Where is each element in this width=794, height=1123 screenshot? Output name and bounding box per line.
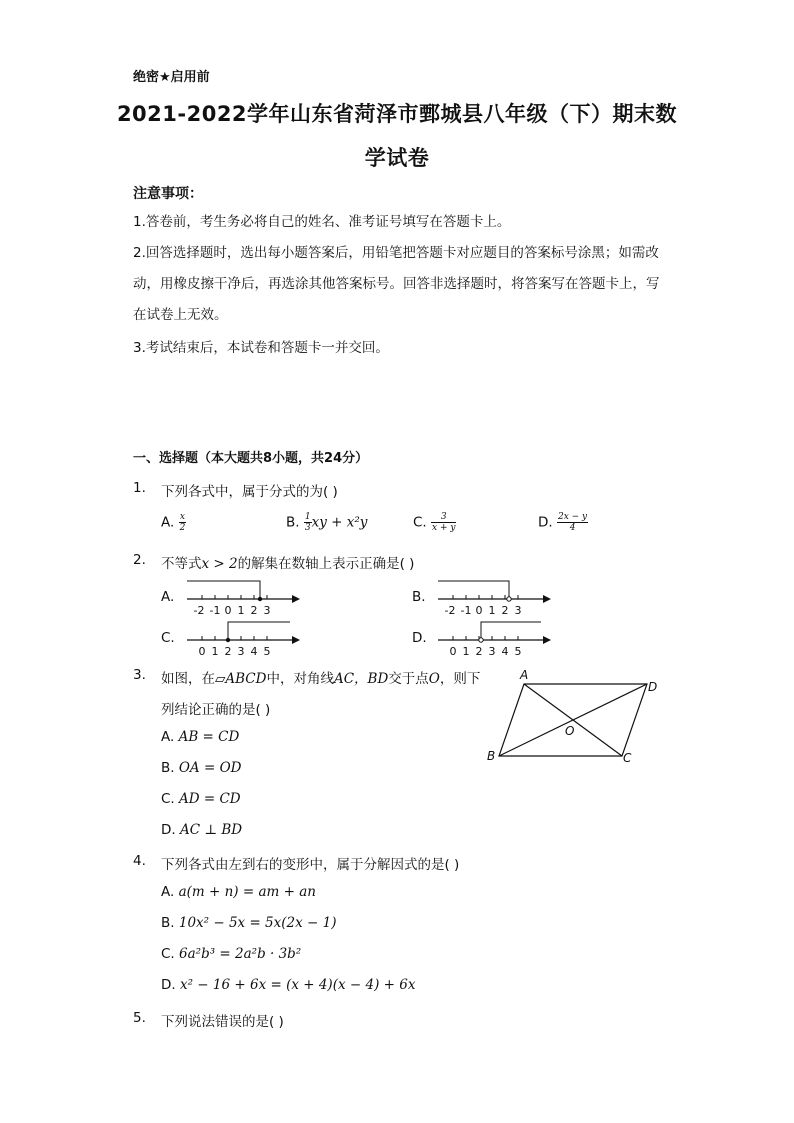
open-point <box>507 597 511 601</box>
question-text: 下列说法错误的是( ) <box>161 1014 284 1030</box>
vertex-label-c: C <box>623 751 632 765</box>
question-number: 4. <box>133 853 146 869</box>
q1-option-c[interactable] <box>413 512 456 533</box>
svg-text:1: 1 <box>488 604 496 617</box>
q4-option-a[interactable]: A. a(m + n) = am + an <box>161 884 316 900</box>
svg-text:2: 2 <box>475 645 483 658</box>
solid-point <box>226 638 230 642</box>
note-item-3: 3.考试结束后，本试卷和答题卡一并交回。 <box>133 340 389 356</box>
question-text-line2: 列结论正确的是( ) <box>161 702 271 718</box>
question-number: 3. <box>133 667 146 683</box>
notes-heading: 注意事项： <box>133 186 203 202</box>
fraction: $\frac{2x - y}{4}$ <box>557 512 588 533</box>
solid-point <box>258 597 262 601</box>
q4-option-d[interactable]: D. x² − 16 + 6x = (x + 4)(x − 4) + 6x <box>161 977 416 993</box>
vertex-label-d: D <box>648 680 658 694</box>
exam-title-line1: 2021-2022学年山东省菏泽市鄄城县八年级（下）期末数 <box>116 102 678 126</box>
confidential-label: 绝密★启用前 <box>133 70 210 85</box>
number-line-d[interactable] <box>433 617 557 659</box>
svg-text:3: 3 <box>514 604 522 617</box>
question-text: 不等式x > 2的解集在数轴上表示正确是( ) <box>161 556 415 572</box>
number-line-b[interactable] <box>433 576 557 618</box>
vertex-label-a: A <box>520 668 529 682</box>
svg-text:3: 3 <box>263 604 271 617</box>
math-expression: xy + x²y <box>311 514 368 531</box>
q4-option-b[interactable]: B. 10x² − 5x = 5x(2x − 1) <box>161 915 337 931</box>
svg-text:-1: -1 <box>209 604 221 617</box>
svg-text:0: 0 <box>449 645 457 658</box>
q2-option-a-label[interactable]: A. <box>161 589 175 605</box>
svg-text:0: 0 <box>475 604 483 617</box>
svg-text:1: 1 <box>211 645 219 658</box>
svg-text:3: 3 <box>488 645 496 658</box>
svg-text:5: 5 <box>514 645 522 658</box>
svg-text:1: 1 <box>462 645 470 658</box>
fraction: $\frac{3}{x + y}$ <box>432 512 456 533</box>
svg-text:2: 2 <box>501 604 509 617</box>
svg-text:-2: -2 <box>444 604 456 617</box>
question-text: 如图，在▱ABCD中，对角线AC，BD交于点O，则下 <box>161 671 481 687</box>
svg-text:-1: -1 <box>460 604 472 617</box>
question-text: 下列各式由左到右的变形中，属于分解因式的是( ) <box>161 857 460 873</box>
svg-text:0: 0 <box>198 645 206 658</box>
open-point <box>479 638 483 642</box>
q1-option-b[interactable] <box>286 512 367 533</box>
center-label-o: O <box>565 724 575 738</box>
q2-option-b-label[interactable]: B. <box>412 589 426 605</box>
parallelogram-figure <box>482 665 672 773</box>
option-label: A. <box>161 514 175 531</box>
svg-text:4: 4 <box>250 645 258 658</box>
q3-option-c[interactable]: C. AD = CD <box>161 791 241 807</box>
q1-option-d[interactable] <box>538 512 588 533</box>
question-number: 2. <box>133 552 146 568</box>
note-item-1: 1.答卷前，考生务必将自己的姓名、准考证号填写在答题卡上。 <box>133 214 511 230</box>
q3-option-d[interactable]: D. AC ⊥ BD <box>161 822 243 838</box>
svg-text:-2: -2 <box>193 604 205 617</box>
q3-option-a[interactable]: A. AB = CD <box>161 729 240 745</box>
q2-option-c-label[interactable]: C. <box>161 630 175 646</box>
svg-text:5: 5 <box>263 645 271 658</box>
exam-title-line2: 学试卷 <box>364 146 430 170</box>
svg-text:2: 2 <box>224 645 232 658</box>
question-text: 下列各式中，属于分式的为( ) <box>161 484 338 500</box>
option-label: D. <box>538 514 553 531</box>
question-number: 5. <box>133 1010 146 1026</box>
question-number: 1. <box>133 480 146 496</box>
q3-option-b[interactable]: B. OA = OD <box>161 760 242 776</box>
q1-option-a[interactable] <box>161 512 186 533</box>
option-label: B. <box>286 514 300 531</box>
svg-text:4: 4 <box>501 645 509 658</box>
note-item-2: 2.回答选择题时，选出每小题答案后，用铅笔把答题卡对应题目的答案标号涂黑；如需改动，用橡皮擦干净后，再选涂其他答案标号。回答非选择题时，将答案写在答题卡上，写在试卷上无效。 <box>133 245 660 323</box>
fraction: $\frac{1}{3}$ <box>304 512 311 533</box>
number-line-a[interactable] <box>182 576 306 618</box>
q4-option-c[interactable]: C. 6a²b³ = 2a²b · 3b² <box>161 946 302 962</box>
svg-text:3: 3 <box>237 645 245 658</box>
option-label: C. <box>413 514 427 531</box>
section-heading: 一、选择题（本大题共8小题，共24分） <box>133 451 369 466</box>
svg-text:2: 2 <box>250 604 258 617</box>
number-line-c[interactable] <box>182 617 306 659</box>
vertex-label-b: B <box>487 749 496 763</box>
fraction: $\frac{x}{2}$ <box>179 512 186 533</box>
svg-text:0: 0 <box>224 604 232 617</box>
svg-text:1: 1 <box>237 604 245 617</box>
q2-option-d-label[interactable]: D. <box>412 630 427 646</box>
